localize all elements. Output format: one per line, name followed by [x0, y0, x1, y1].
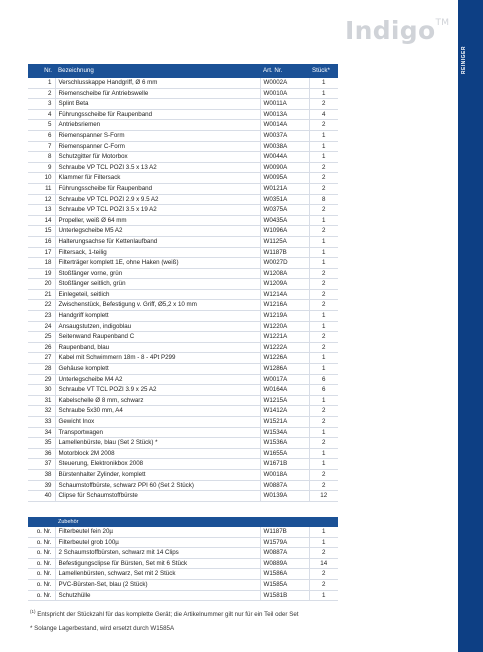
- cell-desc: Filtersack, 1-teilig: [55, 247, 260, 258]
- cell-qty: 1: [309, 364, 338, 375]
- table-row: [28, 226, 338, 237]
- footnote-1: $^{(1)}$ Entspricht der Stückzahl für das komplette Gerät; die Artikelnummer gilt nur für ein Teil oder Set: [30, 609, 299, 619]
- table-row: [28, 548, 338, 559]
- cell-desc: Antriebsriemen: [55, 120, 260, 131]
- table-row: [28, 289, 338, 300]
- cell-desc: Schutzhülle: [55, 590, 260, 601]
- cell-art: W1215A: [260, 395, 309, 406]
- accessories-table: [28, 517, 338, 601]
- cell-nr: 32: [28, 406, 55, 417]
- cell-nr: o. Nr.: [28, 569, 55, 580]
- cell-qty: 1: [309, 459, 338, 470]
- cell-desc: Gehäuse komplett: [55, 364, 260, 375]
- cell-qty: 2: [309, 289, 338, 300]
- cell-desc: Filterträger komplett 1E, ohne Haken (weiß): [55, 258, 260, 269]
- cell-desc: Schraube VP TCL POZI 2.9 x 9.5 A2: [55, 194, 260, 205]
- cell-qty: 2: [309, 548, 338, 559]
- cell-art: W1222A: [260, 342, 309, 353]
- cell-qty: 1: [309, 527, 338, 537]
- table-row: [28, 215, 338, 226]
- cell-qty: 2: [309, 569, 338, 580]
- table-row: [28, 491, 338, 502]
- cell-nr: o. Nr.: [28, 590, 55, 601]
- cell-qty: 2: [309, 480, 338, 491]
- cell-nr: 35: [28, 438, 55, 449]
- cell-art: W1585A: [260, 579, 309, 590]
- table-row: [28, 480, 338, 491]
- table-row: [28, 469, 338, 480]
- table-row: [28, 569, 338, 580]
- table-row: [28, 590, 338, 601]
- table-row: [28, 258, 338, 269]
- cell-qty: 1: [309, 130, 338, 141]
- cell-qty: 2: [309, 205, 338, 216]
- cell-qty: 2: [309, 173, 338, 184]
- cell-nr: 36: [28, 448, 55, 459]
- cell-desc: Stoßfänger vorne, grün: [55, 268, 260, 279]
- cell-art: W1671B: [260, 459, 309, 470]
- cell-qty: 1: [309, 215, 338, 226]
- cell-art: W0014A: [260, 120, 309, 131]
- col-header-qty: Stück*: [309, 64, 338, 78]
- cell-nr: 15: [28, 226, 55, 237]
- table-row: [28, 311, 338, 322]
- cell-art: W1521A: [260, 417, 309, 428]
- cell-art: W1534A: [260, 427, 309, 438]
- table-row: [28, 364, 338, 375]
- cell-qty: 2: [309, 438, 338, 449]
- cell-qty: 2: [309, 183, 338, 194]
- cell-qty: 12: [309, 491, 338, 502]
- cell-desc: Filterbeutel grob 100µ: [55, 537, 260, 548]
- cell-art: W0011A: [260, 99, 309, 110]
- cell-qty: 2: [309, 469, 338, 480]
- cell-art: W1214A: [260, 289, 309, 300]
- cell-desc: Motorblock 2M 2008: [55, 448, 260, 459]
- table-row: [28, 300, 338, 311]
- table-row: [28, 579, 338, 590]
- cell-nr: 24: [28, 321, 55, 332]
- cell-desc: Unterlegscheibe M5 A2: [55, 226, 260, 237]
- brand-label: REINIGER: [461, 46, 467, 75]
- cell-art: W0018A: [260, 469, 309, 480]
- cell-nr: 30: [28, 385, 55, 396]
- cell-qty: 1: [309, 353, 338, 364]
- cell-art: W1096A: [260, 226, 309, 237]
- cell-art: W1208A: [260, 268, 309, 279]
- cell-nr: o. Nr.: [28, 558, 55, 569]
- cell-qty: 2: [309, 279, 338, 290]
- table-row: [28, 321, 338, 332]
- col-header-art: Art. Nr.: [260, 64, 309, 78]
- table-row: [28, 438, 338, 449]
- cell-nr: 5: [28, 120, 55, 131]
- cell-art: W0435A: [260, 215, 309, 226]
- cell-nr: 39: [28, 480, 55, 491]
- table-row: [28, 78, 338, 88]
- cell-art: W1219A: [260, 311, 309, 322]
- footnote-2: * Solange Lagerbestand, wird ersetzt durch W1585A: [30, 625, 175, 632]
- cell-desc: Transportwagen: [55, 427, 260, 438]
- cell-art: W1125A: [260, 236, 309, 247]
- cell-desc: Gewicht Inox: [55, 417, 260, 428]
- table-row: [28, 183, 338, 194]
- cell-qty: 1: [309, 427, 338, 438]
- cell-art: W1579A: [260, 537, 309, 548]
- table-row: [28, 459, 338, 470]
- cell-desc: Clipse für Schaumstoffbürste: [55, 491, 260, 502]
- cell-nr: 4: [28, 109, 55, 120]
- cell-desc: Splint Beta: [55, 99, 260, 110]
- cell-art: W0887A: [260, 480, 309, 491]
- cell-desc: Kabelschelle Ø 8 mm, schwarz: [55, 395, 260, 406]
- cell-qty: 1: [309, 537, 338, 548]
- cell-nr: 14: [28, 215, 55, 226]
- cell-nr: 37: [28, 459, 55, 470]
- cell-art: W1221A: [260, 332, 309, 343]
- cell-qty: 1: [309, 152, 338, 163]
- cell-qty: 2: [309, 332, 338, 343]
- table-row: [28, 406, 338, 417]
- cell-art: W0139A: [260, 491, 309, 502]
- table-row: [28, 558, 338, 569]
- cell-qty: 1: [309, 78, 338, 88]
- cell-desc: Führungsscheibe für Raupenband: [55, 183, 260, 194]
- cell-desc: Befestigungsclipse für Bürsten, Set mit 6 Stück: [55, 558, 260, 569]
- cell-desc: 2 Schaumstoffbürsten, schwarz mit 14 Clips: [55, 548, 260, 559]
- parts-table-header: [28, 64, 338, 78]
- table-row: [28, 236, 338, 247]
- cell-nr: o. Nr.: [28, 548, 55, 559]
- cell-desc: Schraube VP TCL POZI 3.5 x 13 A2: [55, 162, 260, 173]
- table-row: [28, 173, 338, 184]
- cell-nr: 28: [28, 364, 55, 375]
- cell-qty: 2: [309, 226, 338, 237]
- cell-nr: 38: [28, 469, 55, 480]
- cell-nr: 7: [28, 141, 55, 152]
- table-row: [28, 99, 338, 110]
- table-row: [28, 448, 338, 459]
- sidebar-band: [458, 0, 483, 652]
- cell-desc: Unterlegscheibe M4 A2: [55, 374, 260, 385]
- cell-art: W0164A: [260, 385, 309, 396]
- cell-desc: Handgriff komplett: [55, 311, 260, 322]
- cell-nr: 25: [28, 332, 55, 343]
- cell-nr: 19: [28, 268, 55, 279]
- table-row: [28, 353, 338, 364]
- cell-qty: 1: [309, 258, 338, 269]
- cell-art: W0121A: [260, 183, 309, 194]
- cell-qty: 2: [309, 406, 338, 417]
- cell-nr: 6: [28, 130, 55, 141]
- cell-nr: 10: [28, 173, 55, 184]
- cell-qty: 1: [309, 590, 338, 601]
- cell-desc: Seitenwand Raupenband C: [55, 332, 260, 343]
- parts-table: [28, 64, 338, 502]
- cell-desc: Schaumstoffbürste, schwarz PPI 60 (Set 2 Stück): [55, 480, 260, 491]
- cell-desc: Riemenspanner S-Form: [55, 130, 260, 141]
- cell-art: W0351A: [260, 194, 309, 205]
- cell-art: W1286A: [260, 364, 309, 375]
- cell-desc: Lamellenbürsten, schwarz, Set mit 2 Stück: [55, 569, 260, 580]
- cell-desc: Zwischenstück, Befestigung v. Griff, Ø5,2 x 10 mm: [55, 300, 260, 311]
- cell-art: W1226A: [260, 353, 309, 364]
- cell-desc: Verschlusskappe Handgriff, Ø 6 mm: [55, 78, 260, 88]
- cell-qty: 1: [309, 448, 338, 459]
- cell-nr: 9: [28, 162, 55, 173]
- table-row: [28, 395, 338, 406]
- cell-art: W1187B: [260, 527, 309, 537]
- table-row: [28, 537, 338, 548]
- cell-nr: 31: [28, 395, 55, 406]
- cell-desc: Führungsscheibe für Raupenband: [55, 109, 260, 120]
- cell-desc: Steuerung, Elektronikbox 2008: [55, 459, 260, 470]
- table-row: [28, 194, 338, 205]
- cell-desc: Schraube VP TCL POZI 3.5 x 19 A2: [55, 205, 260, 216]
- cell-art: W1216A: [260, 300, 309, 311]
- cell-nr: 2: [28, 88, 55, 99]
- table-row: [28, 247, 338, 258]
- cell-nr: 21: [28, 289, 55, 300]
- cell-nr: 29: [28, 374, 55, 385]
- table-row: [28, 374, 338, 385]
- cell-art: W0017A: [260, 374, 309, 385]
- cell-art: W1412A: [260, 406, 309, 417]
- table-row: [28, 130, 338, 141]
- cell-art: W0010A: [260, 88, 309, 99]
- cell-nr: 16: [28, 236, 55, 247]
- cell-desc: Klammer für Filtersack: [55, 173, 260, 184]
- table-row: [28, 332, 338, 343]
- cell-desc: Schutzgitter für Motorbox: [55, 152, 260, 163]
- cell-qty: 1: [309, 236, 338, 247]
- cell-nr: 34: [28, 427, 55, 438]
- cell-art: W1209A: [260, 279, 309, 290]
- table-row: [28, 109, 338, 120]
- table-row: [28, 279, 338, 290]
- cell-art: W0889A: [260, 558, 309, 569]
- accessories-table-header: [28, 517, 338, 527]
- cell-art: W0887A: [260, 548, 309, 559]
- cell-art: W0013A: [260, 109, 309, 120]
- cell-art: W0027D: [260, 258, 309, 269]
- cell-qty: 1: [309, 395, 338, 406]
- cell-desc: Riemenscheibe für Antriebswelle: [55, 88, 260, 99]
- cell-art: W1655A: [260, 448, 309, 459]
- table-row: [28, 120, 338, 131]
- cell-qty: 14: [309, 558, 338, 569]
- cell-art: W1536A: [260, 438, 309, 449]
- cell-nr: 27: [28, 353, 55, 364]
- cell-nr: o. Nr.: [28, 579, 55, 590]
- table-row: [28, 527, 338, 537]
- cell-qty: 2: [309, 579, 338, 590]
- table-row: [28, 152, 338, 163]
- cell-art: W0002A: [260, 78, 309, 88]
- col-header-nr: Nr.: [28, 64, 55, 78]
- table-row: [28, 385, 338, 396]
- cell-qty: 2: [309, 342, 338, 353]
- cell-desc: Propeller, weiß Ø 64 mm: [55, 215, 260, 226]
- cell-desc: Bürstenhalter Zylinder, komplett: [55, 469, 260, 480]
- col-header-desc: Bezeichnung: [55, 64, 260, 78]
- cell-nr: 18: [28, 258, 55, 269]
- table-row: [28, 141, 338, 152]
- cell-qty: 1: [309, 311, 338, 322]
- cell-nr: 8: [28, 152, 55, 163]
- cell-desc: Halterungsachse für Kettenlaufband: [55, 236, 260, 247]
- cell-nr: 20: [28, 279, 55, 290]
- cell-qty: 2: [309, 120, 338, 131]
- cell-nr: 1: [28, 78, 55, 88]
- cell-art: W1187B: [260, 247, 309, 258]
- cell-nr: 3: [28, 99, 55, 110]
- cell-art: W0038A: [260, 141, 309, 152]
- cell-qty: 2: [309, 300, 338, 311]
- table-row: [28, 417, 338, 428]
- table-row: [28, 88, 338, 99]
- cell-nr: 22: [28, 300, 55, 311]
- table-row: [28, 162, 338, 173]
- cell-art: W0095A: [260, 173, 309, 184]
- cell-desc: Lamellenbürste, blau (Set 2 Stück) *: [55, 438, 260, 449]
- cell-nr: 33: [28, 417, 55, 428]
- table-row: [28, 342, 338, 353]
- cell-desc: Riemenspanner C-Form: [55, 141, 260, 152]
- cell-desc: Schraube VT TCL POZI 3.9 x 25 A2: [55, 385, 260, 396]
- cell-nr: o. Nr.: [28, 527, 55, 537]
- cell-art: W1581B: [260, 590, 309, 601]
- cell-qty: 4: [309, 109, 338, 120]
- cell-desc: Ansaugstutzen, indigoblau: [55, 321, 260, 332]
- cell-qty: 2: [309, 162, 338, 173]
- cell-qty: 1: [309, 141, 338, 152]
- table-row: [28, 427, 338, 438]
- cell-qty: 6: [309, 374, 338, 385]
- table-row: [28, 205, 338, 216]
- cell-desc: Kabel mit Schwimmern 18m - 8 - 4Pt P299: [55, 353, 260, 364]
- cell-nr: 17: [28, 247, 55, 258]
- cell-nr: 40: [28, 491, 55, 502]
- cell-art: W1586A: [260, 569, 309, 580]
- cell-art: W0375A: [260, 205, 309, 216]
- cell-qty: 1: [309, 88, 338, 99]
- cell-nr: 23: [28, 311, 55, 322]
- cell-art: W0090A: [260, 162, 309, 173]
- cell-qty: 8: [309, 194, 338, 205]
- page-header: [0, 0, 483, 62]
- cell-desc: PVC-Bürsten-Set, blau (2 Stück): [55, 579, 260, 590]
- cell-art: W0037A: [260, 130, 309, 141]
- product-logo: Indigo™: [345, 16, 450, 45]
- cell-desc: Filterbeutel fein 20µ: [55, 527, 260, 537]
- table-row: [28, 268, 338, 279]
- cell-nr: o. Nr.: [28, 537, 55, 548]
- cell-desc: Raupenband, blau: [55, 342, 260, 353]
- cell-desc: Einlegeteil, seitlich: [55, 289, 260, 300]
- cell-art: W1220A: [260, 321, 309, 332]
- accessories-heading: Zubehör: [55, 517, 260, 527]
- cell-nr: 13: [28, 205, 55, 216]
- cell-qty: 2: [309, 417, 338, 428]
- cell-nr: 11: [28, 183, 55, 194]
- cell-qty: 2: [309, 99, 338, 110]
- cell-qty: 1: [309, 247, 338, 258]
- cell-art: W0044A: [260, 152, 309, 163]
- cell-qty: 6: [309, 385, 338, 396]
- cell-qty: 2: [309, 268, 338, 279]
- cell-desc: Stoßfänger seitlich, grün: [55, 279, 260, 290]
- cell-qty: 1: [309, 321, 338, 332]
- cell-nr: 12: [28, 194, 55, 205]
- cell-desc: Schraube 5x30 mm, A4: [55, 406, 260, 417]
- cell-nr: 26: [28, 342, 55, 353]
